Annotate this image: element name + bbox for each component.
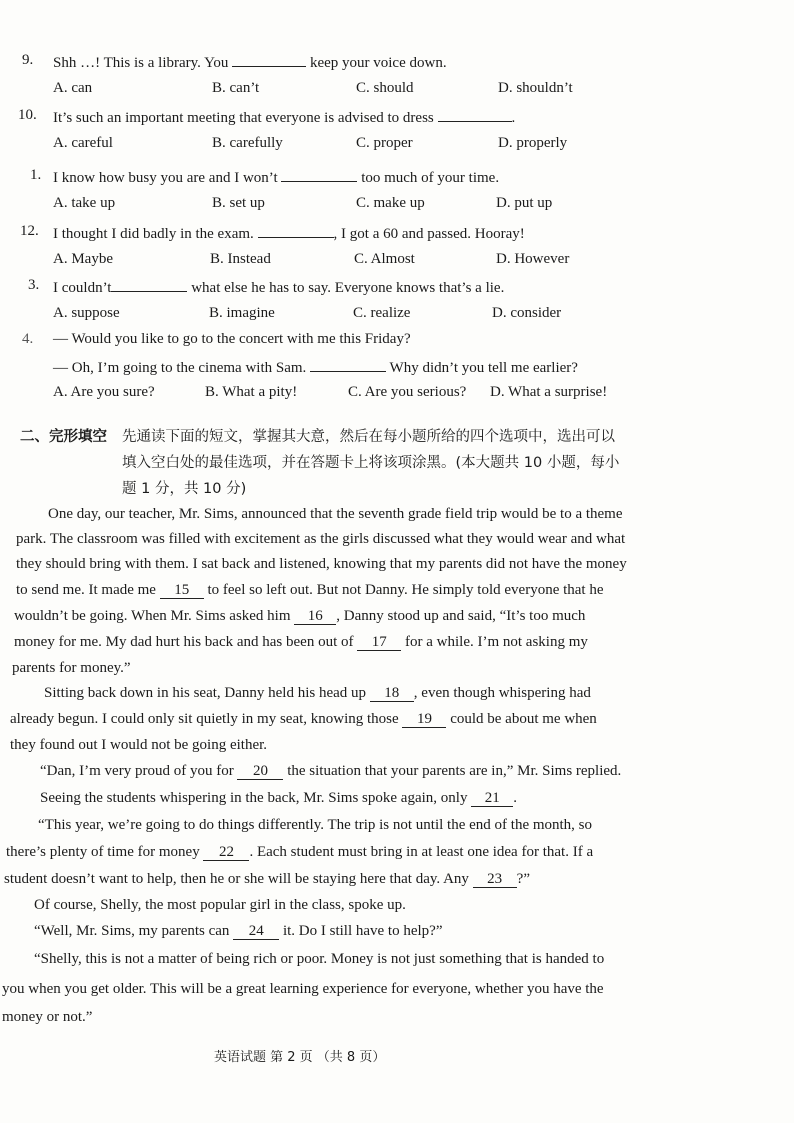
cloze-blank-19: 19 <box>402 712 446 728</box>
passage-text: there’s plenty of time for money <box>6 844 200 860</box>
answer-blank <box>281 167 357 182</box>
option-b: B. set up <box>212 195 265 211</box>
cloze-blank-17: 17 <box>357 635 401 651</box>
option-c: C. proper <box>356 135 413 151</box>
stem-part: keep your voice down. <box>309 55 447 71</box>
option-b: B. can’t <box>212 80 260 96</box>
option-d: D. put up <box>496 195 553 211</box>
option-c: C. Almost <box>354 251 415 267</box>
passage-line <box>10 711 597 728</box>
passage-line: they should bring with them. I sat back and listened, knowing that my parents did not have the money <box>16 556 627 572</box>
passage-text: , even though whispering had <box>413 685 591 701</box>
passage-text: . Each student must bring in at least one idea for that. If a <box>249 844 594 860</box>
question-14-number: 4. <box>22 331 34 347</box>
passage-text: Seeing the students whispering in the back, Mr. Sims spoke again, only <box>40 790 468 806</box>
option-d: D. consider <box>492 305 562 321</box>
passage-line <box>6 844 593 861</box>
passage-text: it. Do I still have to help?” <box>282 923 443 939</box>
stem-part: . <box>511 110 516 126</box>
question-9-stem <box>53 52 447 72</box>
stem-part: I know how busy you are and I won’t <box>53 170 278 186</box>
section-title: 二、完形填空 <box>20 429 107 445</box>
passage-line <box>4 871 530 888</box>
passage-line <box>40 763 621 780</box>
passage-line <box>16 582 604 599</box>
option-d: D. shouldn’t <box>498 80 573 96</box>
passage-line <box>14 608 585 625</box>
option-d: D. properly <box>498 135 568 151</box>
question-14-stem-line1: — Would you like to go to the concert with me this Friday? <box>53 331 411 347</box>
answer-blank <box>438 107 512 122</box>
cloze-blank-18: 18 <box>370 686 414 702</box>
question-13-number: 3. <box>28 277 40 293</box>
passage-text: to send me. It made me <box>16 582 156 598</box>
passage-line: park. The classroom was filled with excitement as the girls discussed what they would wear and what <box>16 531 626 547</box>
passage-line <box>34 923 442 940</box>
option-b: B. Instead <box>210 251 271 267</box>
cloze-blank-23: 23 <box>473 872 517 888</box>
passage-line <box>14 634 588 651</box>
passage-text: for a while. I’m not asking my <box>405 634 588 650</box>
stem-part: I thought I did badly in the exam. <box>53 226 254 242</box>
question-13-stem <box>53 277 504 297</box>
passage-text: student doesn’t want to help, then he or she will be staying here that day. Any <box>4 871 469 887</box>
passage-text: , Danny stood up and said, “It’s too much <box>336 608 586 624</box>
stem-part: — Oh, I’m going to the cinema with Sam. <box>53 360 307 376</box>
stem-part: I couldn’t <box>53 280 112 296</box>
stem-part: It’s such an important meeting that everyone is advised to dress <box>53 110 434 126</box>
question-9-number: 9. <box>22 52 34 68</box>
cloze-blank-24: 24 <box>233 924 279 940</box>
passage-line: parents for money.” <box>12 660 131 676</box>
option-a: A. suppose <box>53 305 120 321</box>
option-b: B. carefully <box>212 135 283 151</box>
stem-part: Why didn’t you tell me earlier? <box>389 360 578 376</box>
cloze-blank-20: 20 <box>237 764 283 780</box>
passage-line <box>44 685 591 702</box>
passage-text: “Dan, I’m very proud of you for <box>40 763 234 779</box>
cloze-blank-22: 22 <box>203 845 249 861</box>
question-12-number: 12. <box>20 223 39 239</box>
question-14-stem-line2 <box>53 357 578 377</box>
passage-text: to feel so left out. But not Danny. He simply told everyone that he <box>207 582 604 598</box>
option-c: C. should <box>356 80 414 96</box>
option-a: A. take up <box>53 195 116 211</box>
passage-text: “Well, Mr. Sims, my parents can <box>34 923 230 939</box>
answer-blank <box>111 277 187 292</box>
passage-text: Sitting back down in his seat, Danny held his head up <box>44 685 367 701</box>
section-description-line1: 先通读下面的短文，掌握其大意，然后在每小题所给的四个选项中，选出可以 <box>122 429 615 445</box>
passage-line: One day, our teacher, Mr. Sims, announced that the seventh grade field trip would be to a theme <box>48 506 623 522</box>
passage-line: “This year, we’re going to do things differently. The trip is not until the end of the month, so <box>38 817 593 833</box>
stem-part: , I got a 60 and passed. Hooray! <box>333 226 525 242</box>
passage-text: already begun. I could only sit quietly in my seat, knowing those <box>10 711 399 727</box>
section-description-line3: 题 1 分，共 10 分) <box>122 481 247 497</box>
passage-line: money or not.” <box>2 1009 93 1025</box>
question-11-stem <box>53 167 499 187</box>
passage-text: the situation that your parents are in,” Mr. Sims replied. <box>287 763 622 779</box>
question-10-number: 10. <box>18 107 37 123</box>
option-c: C. realize <box>353 305 411 321</box>
answer-blank <box>232 52 306 67</box>
passage-line: you when you get older. This will be a great learning experience for everyone, whether you have the <box>2 981 604 997</box>
page-footer: 英语试题 第 2 页 （共 8 页） <box>214 1050 386 1065</box>
passage-text: wouldn’t be going. When Mr. Sims asked him <box>14 608 291 624</box>
option-a: A. Maybe <box>53 251 113 267</box>
question-11-number: 1. <box>30 167 42 183</box>
stem-part: Shh …! This is a library. You <box>53 55 229 71</box>
answer-blank <box>258 223 334 238</box>
passage-line <box>40 790 517 807</box>
passage-line: they found out I would not be going either. <box>10 737 268 753</box>
option-d: D. However <box>496 251 570 267</box>
stem-part: too much of your time. <box>361 170 500 186</box>
question-10-stem <box>53 107 515 127</box>
question-12-stem <box>53 223 525 243</box>
passage-text: . <box>513 790 517 806</box>
option-c: C. Are you serious? <box>348 384 467 400</box>
cloze-blank-15: 15 <box>160 583 204 599</box>
passage-text: ?” <box>516 871 530 887</box>
option-b: B. What a pity! <box>205 384 298 400</box>
option-c: C. make up <box>356 195 425 211</box>
option-b: B. imagine <box>209 305 275 321</box>
cloze-blank-16: 16 <box>294 609 336 625</box>
section-description-line2: 填入空白处的最佳选项，并在答题卡上将该项涂黑。(本大题共 10 小题，每小 <box>122 455 620 471</box>
passage-line: “Shelly, this is not a matter of being rich or poor. Money is not just something that is handed to <box>34 951 605 967</box>
passage-line: Of course, Shelly, the most popular girl in the class, spoke up. <box>34 897 406 913</box>
cloze-blank-21: 21 <box>471 791 513 807</box>
option-a: A. Are you sure? <box>53 384 155 400</box>
passage-text: could be about me when <box>450 711 597 727</box>
answer-blank <box>310 357 386 372</box>
passage-text: money for me. My dad hurt his back and has been out of <box>14 634 354 650</box>
option-d: D. What a surprise! <box>490 384 608 400</box>
option-a: A. can <box>53 80 93 96</box>
option-a: A. careful <box>53 135 113 151</box>
stem-part: what else he has to say. Everyone knows that’s a lie. <box>191 280 505 296</box>
